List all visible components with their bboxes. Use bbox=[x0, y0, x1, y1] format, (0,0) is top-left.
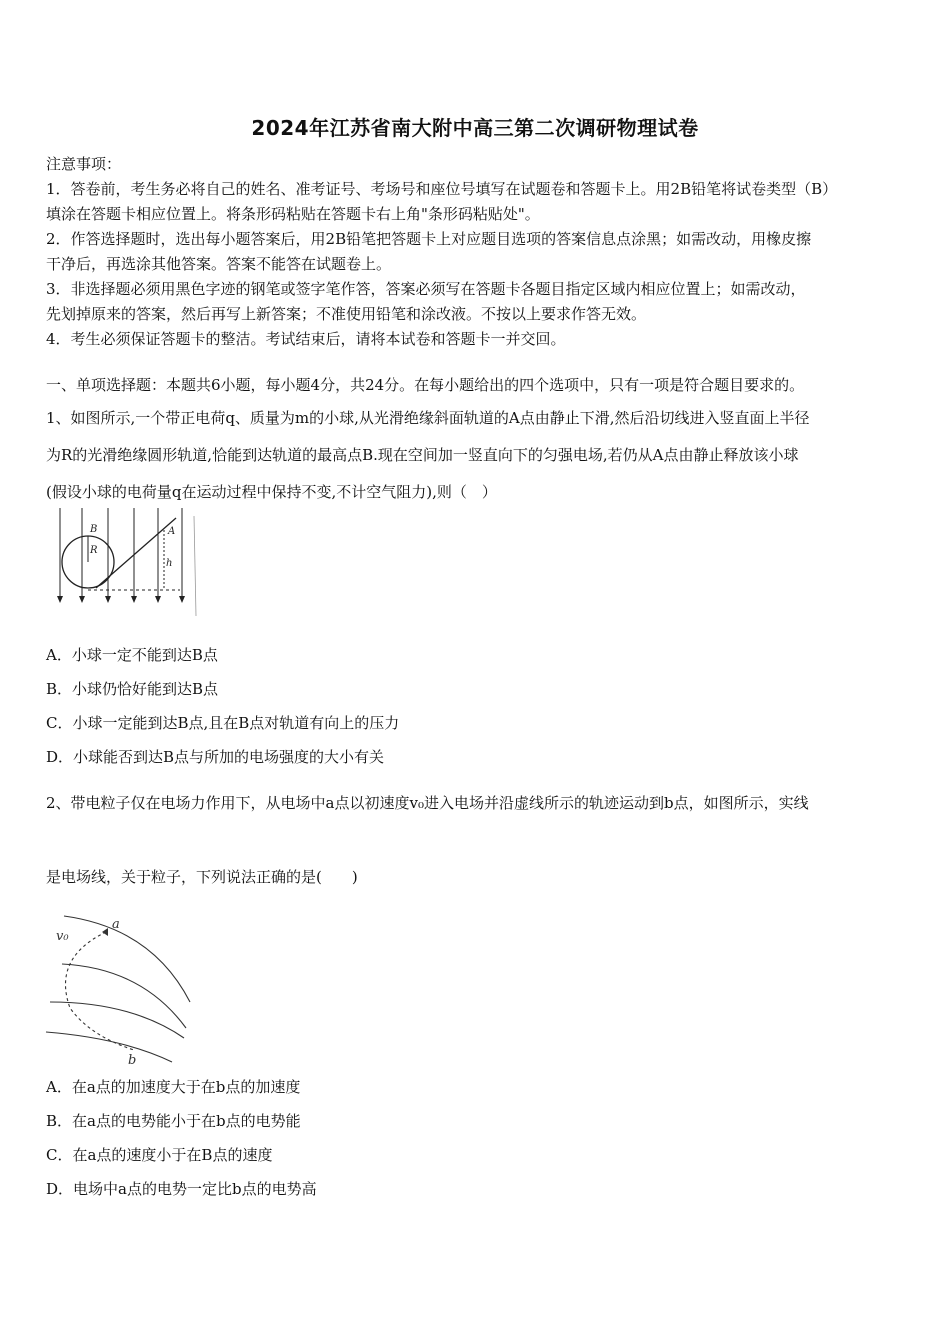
arrow-icon bbox=[179, 596, 185, 603]
option-a: A．在a点的加速度大于在b点的加速度 bbox=[46, 1078, 301, 1096]
option-d: D．电场中a点的电势一定比b点的电势高 bbox=[46, 1180, 317, 1198]
option-b: B．小球仍恰好能到达B点 bbox=[46, 680, 219, 698]
arrow-icon bbox=[105, 596, 111, 603]
label-r: R bbox=[90, 545, 98, 556]
trajectory-path bbox=[66, 932, 135, 1050]
notice-line: 先划掉原来的答案，然后再写上新答案；不准使用铅笔和涂改液。不按以上要求作答无效。 bbox=[46, 305, 647, 323]
arrow-icon bbox=[131, 596, 137, 603]
frame-line bbox=[194, 516, 196, 616]
option-c: C．在a点的速度小于在B点的速度 bbox=[46, 1146, 273, 1164]
option-b: B．在a点的电势能小于在b点的电势能 bbox=[46, 1112, 301, 1130]
field-line bbox=[46, 1032, 172, 1062]
option-d: D．小球能否到达B点与所加的电场强度的大小有关 bbox=[46, 748, 385, 766]
page-title: 2024年江苏省南大附中高三第二次调研物理试卷 bbox=[251, 116, 699, 140]
arrow-icon bbox=[57, 596, 63, 603]
option-c: C．小球一定能到达B点,且在B点对轨道有向上的压力 bbox=[46, 714, 400, 732]
question-1 bbox=[46, 400, 908, 511]
notice-line: 2．作答选择题时，选出每小题答案后，用2B铅笔把答题卡上对应题目选项的答案信息点涂黑；如需改动，用橡皮擦 bbox=[46, 230, 812, 248]
field-line bbox=[50, 1002, 184, 1038]
notice-line: 4．考生必须保证答题卡的整洁。考试结束后，请将本试卷和答题卡一并交回。 bbox=[46, 330, 566, 348]
label-b: B bbox=[90, 524, 98, 535]
question-2-line: 2、带电粒子仅在电场力作用下，从电场中a点以初速度v₀进入电场并沿虚线所示的轨迹运动到b点，如图所示，实线 bbox=[46, 794, 809, 812]
field-line bbox=[62, 964, 186, 1028]
figure-field-lines bbox=[42, 910, 202, 1070]
label-a: A bbox=[168, 526, 176, 537]
question-1-line: (假设小球的电荷量q在运动过程中保持不变,不计空气阻力),则（ ） bbox=[46, 483, 497, 501]
question-1-line: 为R的光滑绝缘圆形轨道,恰能到达轨道的最高点B.现在空间加一竖直向下的匀强电场,若仍从A点由静止释放该小球 bbox=[46, 446, 799, 464]
label-a: a bbox=[112, 917, 120, 932]
question-1-line: 1、如图所示,一个带正电荷q、质量为m的小球,从光滑绝缘斜面轨道的A点由静止下滑,然后沿切线进入竖直面上半径 bbox=[46, 409, 810, 427]
field-line bbox=[64, 916, 190, 1002]
label-b: b bbox=[128, 1053, 137, 1068]
notice-line: 干净后，再选涂其他答案。答案不能答在试题卷上。 bbox=[46, 255, 392, 273]
notice-line: 3．非选择题必须用黑色字迹的钢笔或签字笔作答，答案必须写在答题卡各题目指定区域内相应位置上；如需改动， bbox=[46, 280, 806, 298]
question-2-line: 是电场线，关于粒子，下列说法正确的是( ) bbox=[46, 868, 358, 886]
arrow-icon bbox=[102, 928, 108, 936]
section-heading: 一、单项选择题：本题共6小题，每小题4分，共24分。在每小题给出的四个选项中，只有一项是符合题目要求的。 bbox=[46, 376, 805, 394]
notice-block bbox=[46, 152, 906, 352]
label-v0: v₀ bbox=[56, 929, 69, 944]
notice-line: 填涂在答题卡相应位置上。将条形码粘贴在答题卡右上角"条形码粘贴处"。 bbox=[46, 205, 540, 223]
notice-heading: 注意事项： bbox=[46, 155, 122, 173]
notice-line: 1．答卷前，考生务必将自己的姓名、准考证号、考场号和座位号填写在试题卷和答题卡上。用2B铅笔将试卷类型（B） bbox=[46, 180, 838, 198]
arrow-icon bbox=[79, 596, 85, 603]
option-a: A．小球一定不能到达B点 bbox=[46, 646, 218, 664]
figure-loop-track bbox=[52, 506, 202, 618]
arrow-icon bbox=[155, 596, 161, 603]
label-h: h bbox=[166, 558, 173, 569]
